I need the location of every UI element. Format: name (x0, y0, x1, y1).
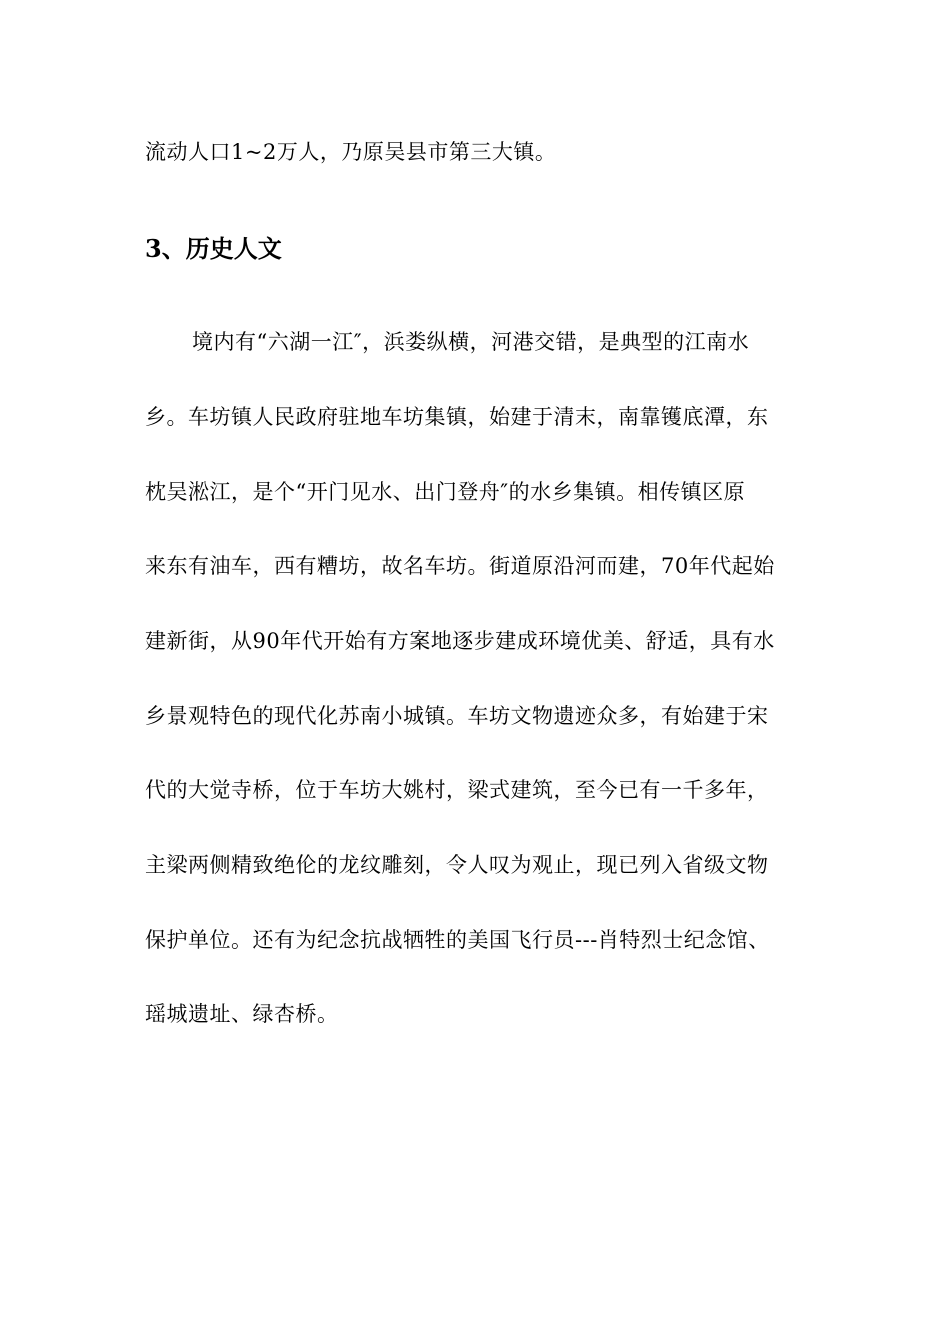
paragraph-line-4: 来东有油车，西有糟坊，故名车坊。街道原沿河而建，70年代起始 (145, 554, 775, 578)
paragraph-line-8: 主梁两侧精致绝伦的龙纹雕刻，令人叹为观止，现已列入省级文物 (145, 853, 769, 877)
paragraph-line-3: 枕吴淞江，是个“开门见水、出门登舟″的水乡集镇。相传镇区原 (145, 480, 746, 504)
paragraph-line-6: 乡景观特色的现代化苏南小城镇。车坊文物遗迹众多，有始建于宋 (145, 704, 769, 728)
intro-tail-paragraph: 流动人口1~2万人，乃原吴县市第三大镇。 (145, 140, 557, 164)
paragraph-line-7: 代的大觉寺桥，位于车坊大姚村，梁式建筑，至今已有一千多年， (145, 778, 769, 802)
paragraph-line-9: 保护单位。还有为纪念抗战牺牲的美国飞行员---肖特烈士纪念馆、 (145, 928, 770, 952)
paragraph-line-5: 建新街，从90年代开始有方案地逐步建成环境优美、舒适，具有水 (145, 629, 775, 653)
paragraph-line-1: 境内有“六湖一江″，浜娄纵横，河港交错，是典型的江南水 (192, 330, 750, 354)
section-heading: 3、历史人文 (145, 234, 282, 263)
paragraph-line-2: 乡。车坊镇人民政府驻地车坊集镇，始建于清末，南靠镬底潭，东 (145, 405, 769, 429)
paragraph-line-10: 瑶城遗址、绿杏桥。 (145, 1002, 339, 1026)
